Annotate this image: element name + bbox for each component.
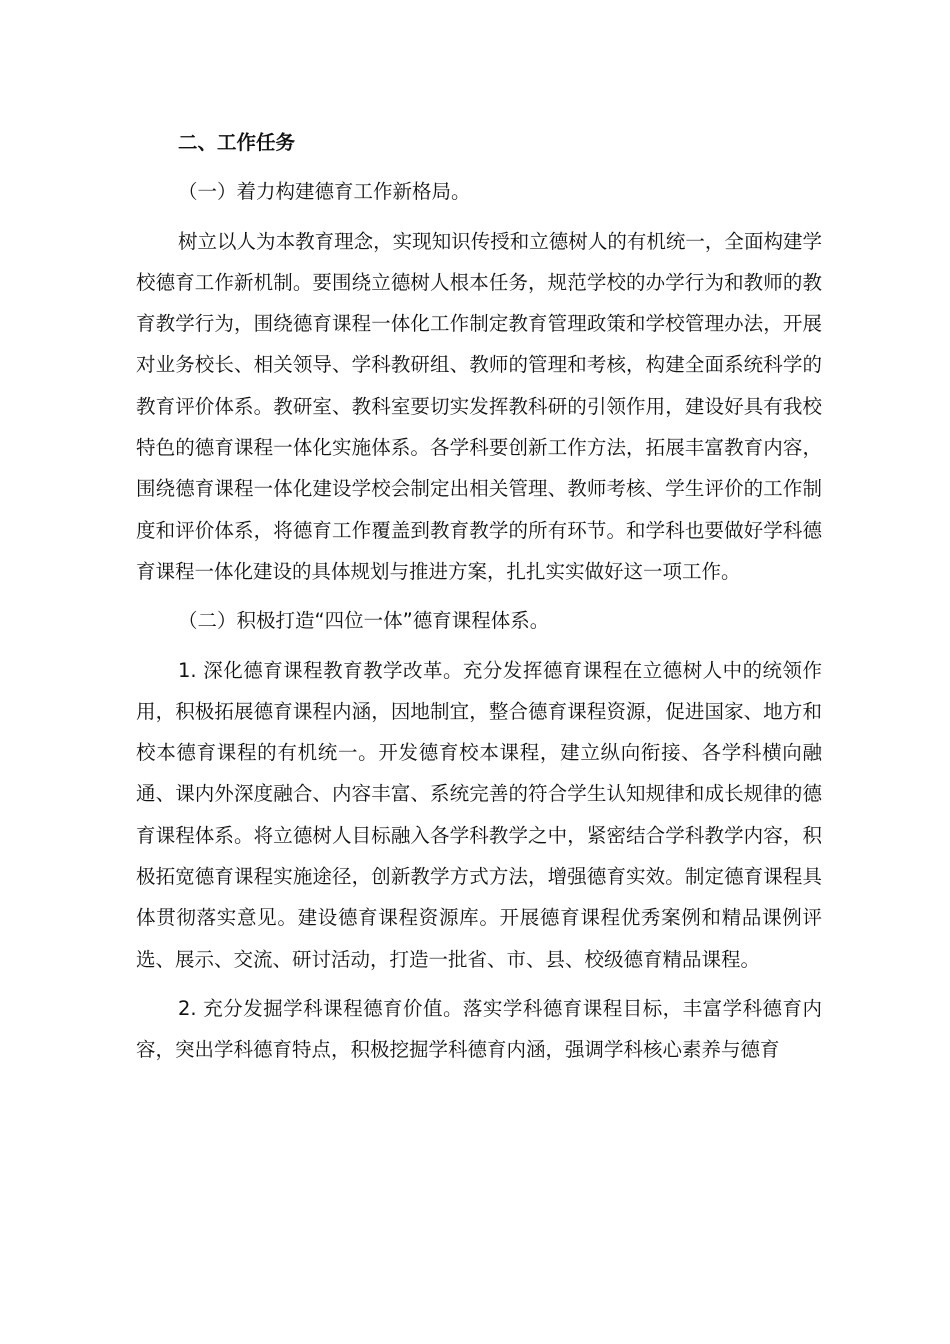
subsection-title-1: （一）着力构建德育工作新格局。 [178, 180, 471, 204]
list-item-2: 2. 充分发掘学科课程德育价值。落实学科德育课程目标，丰富学科德育内容，突出学科德育特点，积极挖掘学科德育内涵，强调学科核心素养与德育 [136, 996, 822, 1062]
section-heading: 二、工作任务 [178, 131, 296, 154]
subsection-title-2: （二）积极打造“四位一体”德育课程体系。 [178, 609, 550, 633]
document-body [136, 122, 822, 1079]
list-item-1: 1. 深化德育课程教育教学改革。充分发挥德育课程在立德树人中的统领作用，积极拓展德育课程内涵，因地制宜，整合德育课程资源，促进国家、地方和校本德育课程的有机统一。开发德育校本课程，建立纵向衔接、各学科横向融通、课内外深度融合、内容丰富、系统完善的符合学生认知规律和成长规律的德育课程体系。将立德树人目标融入各学科教学之中，紧密结合学科教学内容，积极拓宽德育课程实施途径，创新教学方式方法，增强德育实效。制定德育课程具体贯彻落实意见。建设德育课程资源库。开展德育课程优秀案例和精品课例评选、展示、交流、研讨活动，打造一批省、市、县、校级德育精品课程。 [136, 658, 822, 971]
paragraph-1: 树立以人为本教育理念，实现知识传授和立德树人的有机统一，全面构建学校德育工作新机制。要围绕立德树人根本任务，规范学校的办学行为和教师的教育教学行为，围绕德育课程一体化工作制定教育管理政策和学校管理办法，开展对业务校长、相关领导、学科教研组、教师的管理和考核，构建全面系统科学的教育评价体系。教研室、教科室要切实发挥教科研的引领作用，建设好具有我校特色的德育课程一体化实施体系。各学科要创新工作方法，拓展丰富教育内容，围绕德育课程一体化建设学校会制定出相关管理、教师考核、学生评价的工作制度和评价体系，将德育工作覆盖到教育教学的所有环节。和学科也要做好学科德育课程一体化建设的具体规划与推进方案，扎扎实实做好这一项工作。 [136, 229, 822, 583]
